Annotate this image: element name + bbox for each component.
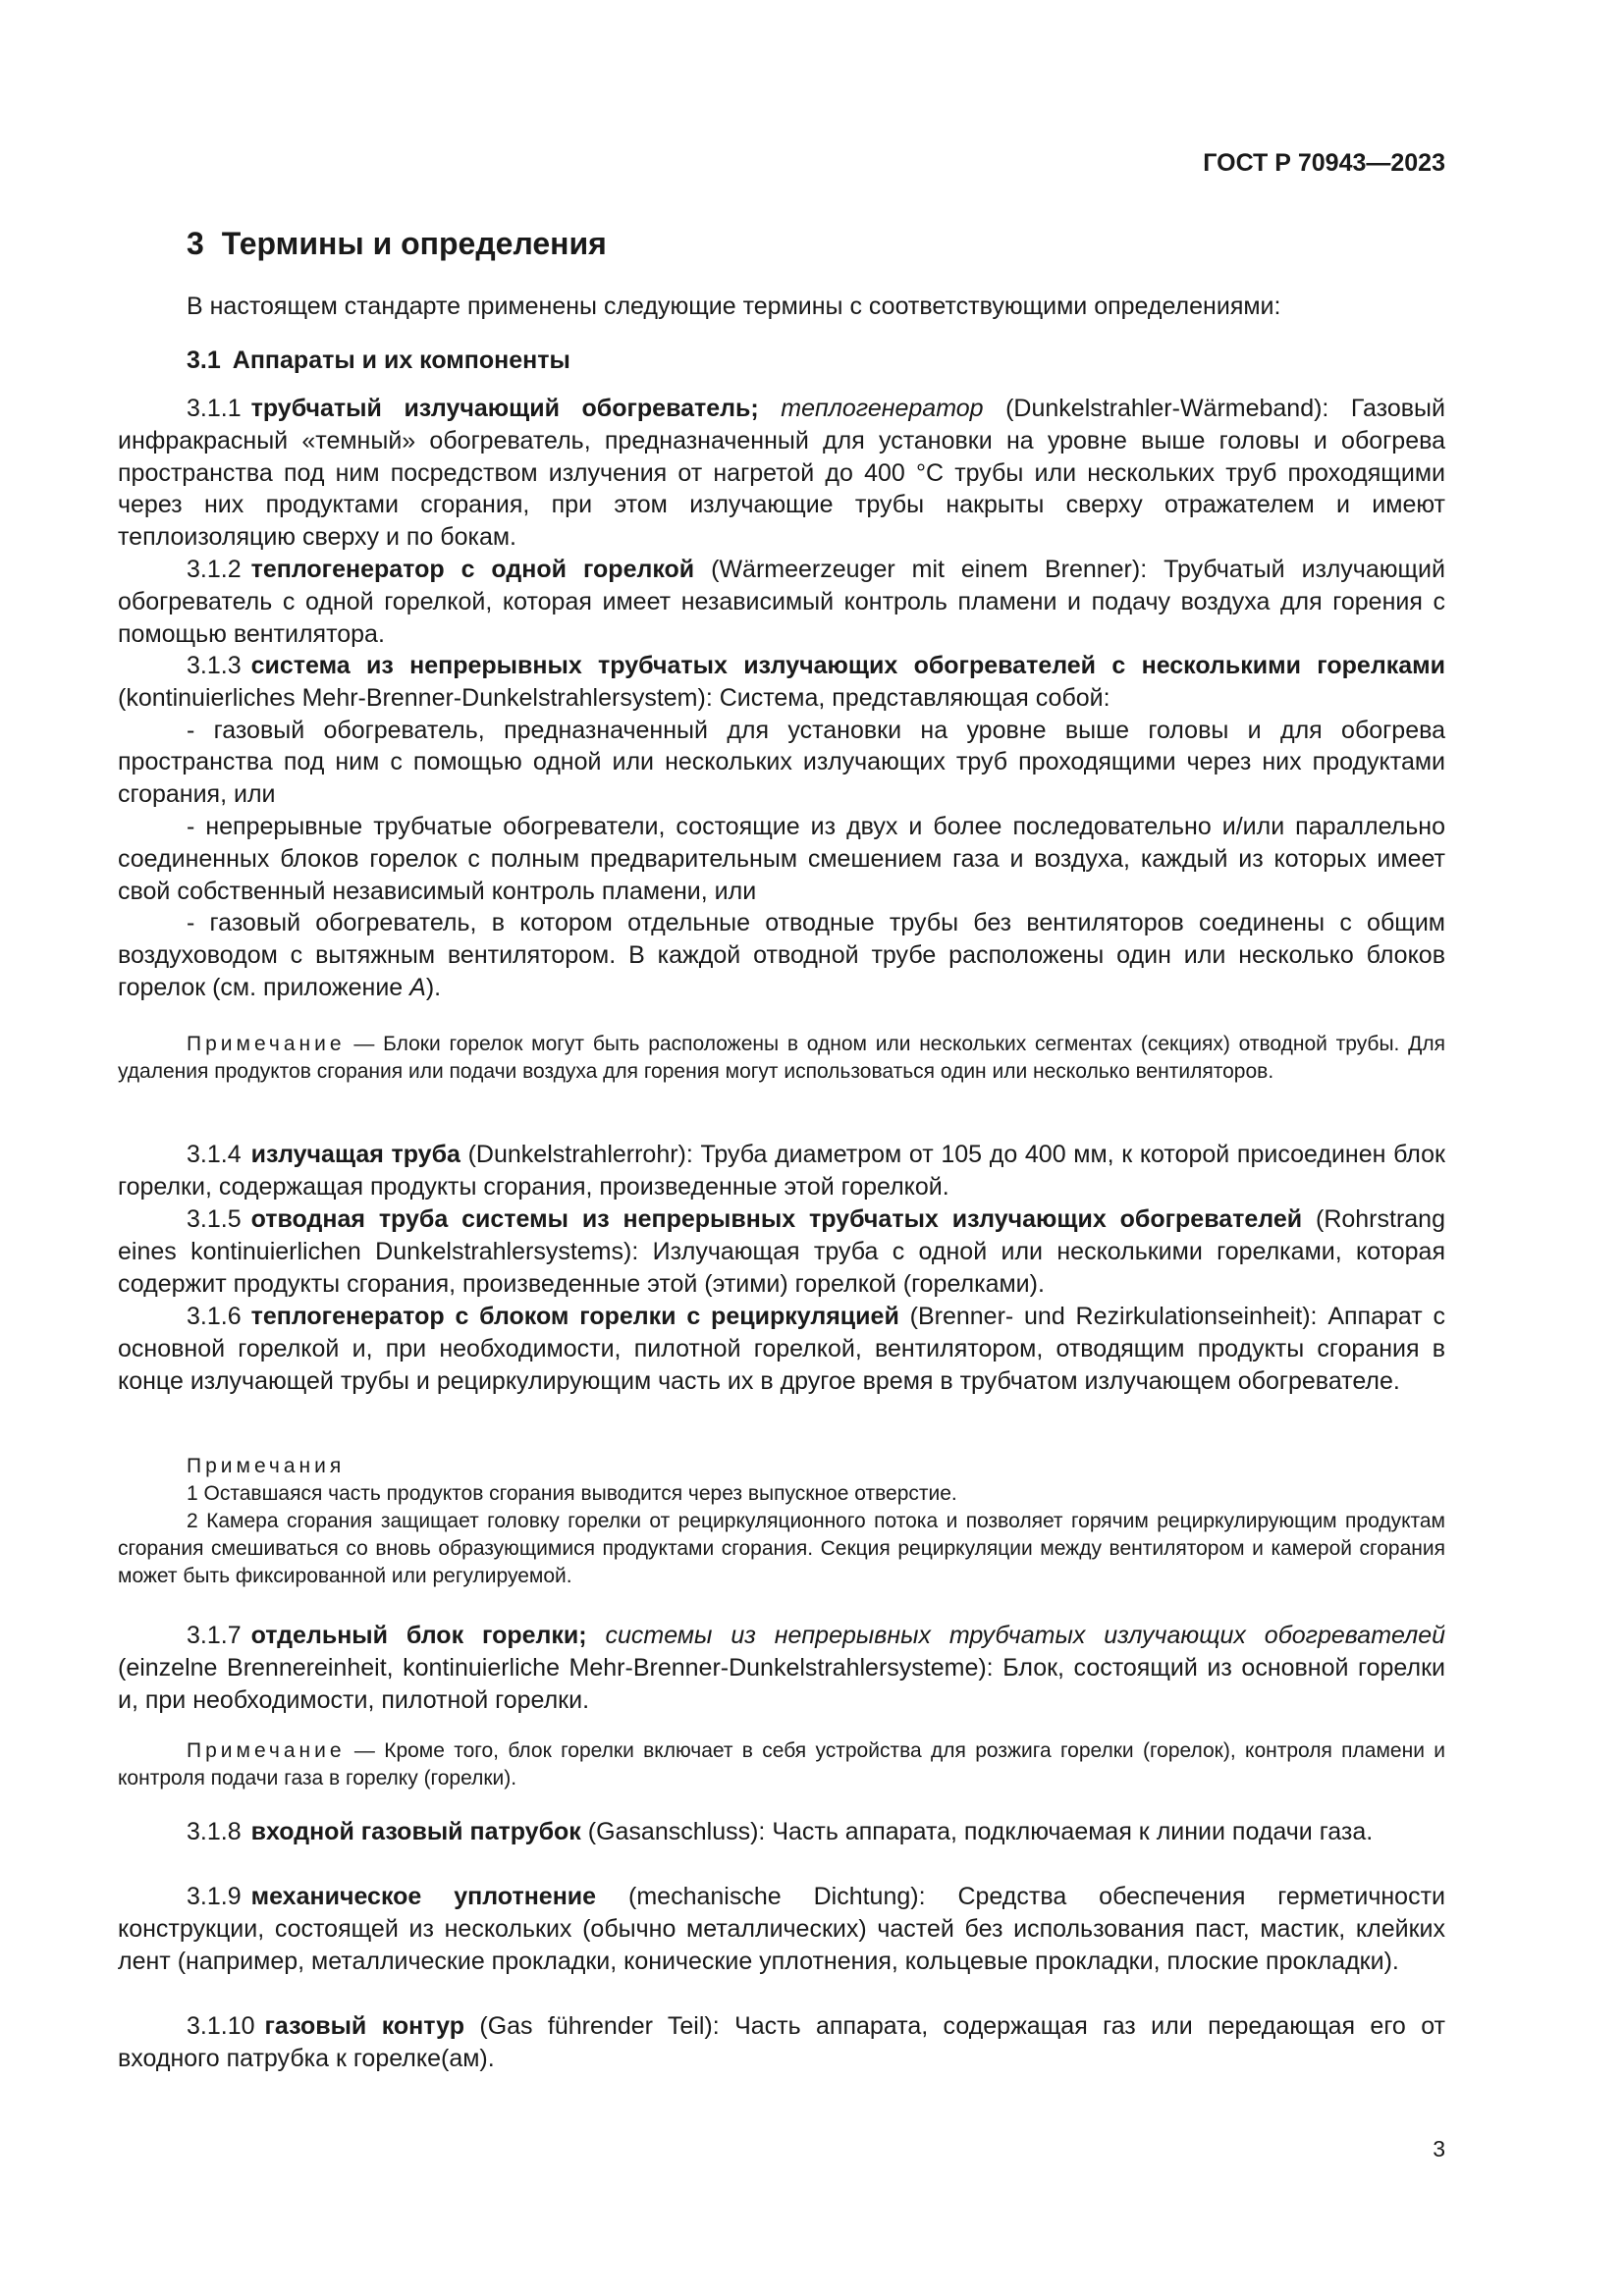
subsection-title xyxy=(187,347,570,375)
term-name: трубчатый излучающий обогреватель; xyxy=(250,395,759,422)
term-3-1-6 xyxy=(118,1301,1445,1397)
note-text: — Блоки горелок могут быть расположены в одном или нескольких сегментах (секциях) отводной трубы. Для удаления продуктов сгорания или подачи воздуха для горения могут использоваться один или несколько вентиляторов. xyxy=(118,1033,1445,1083)
term-definition: (mechanische Dichtung): Средства обеспечения герметичности конструкции, состоящей из нескольких (обычно металлических) частей без использования паст, мастик, клейких лент (например, металлические прокладки, конические уплотнения, кольцевые прокладки, плоские прокладки). xyxy=(118,1883,1446,1975)
section-title-text: Термины и определения xyxy=(221,226,607,261)
term-3-1-8 xyxy=(118,1816,1445,1848)
note-item: 2 Камера сгорания защищает головку горелки от рециркуляционного потока и позволяет горячим рециркулирующим продуктам сгорания смешиваться со вновь образующимися продуктами сгорания. Секция рециркуляции между вентилятором и камерой сгорания может быть фиксированной или регулируемой. xyxy=(118,1510,1445,1587)
list-item: - непрерывные трубчатые обогреватели, состоящие из двух и более последовательно и/или параллельно соединенных блоков горелок с полным предварительным смешением газа и воздуха, каждый из которых имеет свой собственный независимый контроль пламени, или xyxy=(118,812,1445,905)
section-intro: В настоящем стандарте применены следующие термины с соответствующими определениями: xyxy=(187,293,1281,320)
term-name: теплогенератор с одной горелкой xyxy=(250,556,695,583)
term-3-1-4 xyxy=(118,1139,1445,1203)
term-name: теплогенератор с блоком горелки с рециркуляцией xyxy=(250,1303,899,1330)
page-number: 3 xyxy=(1433,2136,1445,2162)
term-3-1-2 xyxy=(118,554,1445,650)
list-item-text: - газовый обогреватель, в котором отдельные отводные трубы без вентиляторов соединены с общим воздуховодом с вытяжным вентилятором. В каждой отводной трубе расположены один или несколько блоков горелок (см. приложение xyxy=(118,909,1445,1001)
term-number: 3.1.5 xyxy=(187,1205,242,1233)
note-label: Примечание xyxy=(187,1739,346,1762)
term-3-1-1 xyxy=(118,393,1445,554)
note-item: 1 Оставшаяся часть продуктов сгорания выводится через выпускное отверстие. xyxy=(187,1482,957,1505)
list-item: - газовый обогреватель, предназначенный для установки на уровне выше головы и для обогрева пространства под ним с помощью одной или нескольких излучающих труб проходящими через них продуктами сгорания, или xyxy=(118,716,1445,809)
subsection-title-text: Аппараты и их компоненты xyxy=(232,347,570,374)
note-3 xyxy=(118,1737,1445,1792)
term-name: отдельный блок горелки; xyxy=(250,1622,587,1649)
note-text: — Кроме того, блок горелки включает в себя устройства для розжига горелки (горелок), контроля пламени и контроля подачи газа в горелку (горелки). xyxy=(118,1739,1445,1789)
note-label: Примечания xyxy=(187,1455,346,1477)
term-3-1-3 xyxy=(118,650,1445,1004)
term-definition: (Rohrstrang eines kontinuierlichen Dunkelstrahlersystems): Излучающая труба с одной или несколькими горелками, которая содержит продукты сгорания, произведенные этой (этими) горелкой (горелками). xyxy=(118,1205,1445,1298)
term-definition: (Gasanschluss): Часть аппарата, подключаемая к линии подачи газа. xyxy=(580,1818,1374,1845)
term-name: излучащая труба xyxy=(250,1141,460,1168)
document-header-code: ГОСТ Р 70943—2023 xyxy=(1203,149,1445,177)
subsection-number: 3.1 xyxy=(187,347,221,374)
term-definition: (kontinuierliches Mehr-Brenner-Dunkelstrahlersystem): Система, представляющая собой: xyxy=(118,683,1110,712)
term-number: 3.1.10 xyxy=(187,2012,255,2040)
term-number: 3.1.3 xyxy=(187,652,242,679)
term-name: входной газовый патрубок xyxy=(250,1818,581,1845)
term-name: механическое уплотнение xyxy=(250,1883,597,1910)
list-item xyxy=(118,907,1445,1003)
term-synonym: теплогенератор xyxy=(781,395,984,422)
term-name: газовый контур xyxy=(264,2012,464,2040)
term-number: 3.1.4 xyxy=(187,1141,242,1168)
term-number: 3.1.2 xyxy=(187,556,242,583)
term-definition: (Wärmeerzeuger mit einem Brenner): Трубчатый излучающий обогреватель с одной горелкой, которая имеет независимый контроль пламени и подачу воздуха для горения с помощью вентилятора. xyxy=(118,556,1445,648)
term-3-1-5 xyxy=(118,1203,1445,1300)
term-number: 3.1.8 xyxy=(187,1818,242,1845)
term-name: отводная труба системы из непрерывных трубчатых излучающих обогревателей xyxy=(250,1205,1303,1233)
section-number: 3 xyxy=(187,226,204,261)
term-number: 3.1.7 xyxy=(187,1622,242,1649)
term-synonym: системы из непрерывных трубчатых излучающих обогревателей xyxy=(605,1622,1446,1649)
term-definition: (Dunkelstrahlerrohr): Труба диаметром от 105 до 400 мм, к которой присоединен блок горелки, содержащая продукты сгорания, произведенные этой горелкой. xyxy=(118,1141,1445,1201)
list-item-end: ). xyxy=(425,973,442,1001)
term-definition: (Gas führender Teil): Часть аппарата, содержащая газ или передающая его от входного патрубка к горелке(ам). xyxy=(118,2012,1445,2072)
term-definition: (Brenner- und Rezirkulationseinheit): Аппарат с основной горелкой и, при необходимости, пилотной горелкой, вентилятором, отводящим продукты сгорания в конце излучающей трубы и рециркулирующим часть их в другое время в трубчатом излучающем обогревателе. xyxy=(118,1303,1445,1395)
term-3-1-10 xyxy=(118,2010,1445,2075)
appendix-reference: А xyxy=(409,973,426,1001)
note-1 xyxy=(118,1031,1445,1086)
term-number: 3.1.1 xyxy=(187,395,242,422)
term-name: система из непрерывных трубчатых излучающих обогревателей с несколькими горелками xyxy=(250,652,1445,679)
term-definition: (einzelne Brennereinheit, kontinuierliche Mehr-Brenner-Dunkelstrahlersysteme): Блок, состоящий из основной горелки и, при необходимости, пилотной горелки. xyxy=(118,1653,1445,1714)
term-number: 3.1.6 xyxy=(187,1303,242,1330)
term-3-1-7 xyxy=(118,1620,1445,1716)
term-3-1-9 xyxy=(118,1881,1445,1977)
term-number: 3.1.9 xyxy=(187,1883,242,1910)
section-title xyxy=(187,226,607,262)
note-label: Примечание xyxy=(187,1033,346,1055)
term-definition: (Dunkelstrahler-Wärmeband): Газовый инфракрасный «темный» обогреватель, предназначенный для установки на уровне выше головы и обогрева пространства под ним посредством излучения от нагретой до 400 °С трубы или нескольких труб проходящими через них продуктами сгорания, при этом излучающие трубы накрыты сверху отражателем и имеют теплоизоляцию сверху и по бокам. xyxy=(118,395,1445,552)
note-2 xyxy=(118,1453,1445,1590)
